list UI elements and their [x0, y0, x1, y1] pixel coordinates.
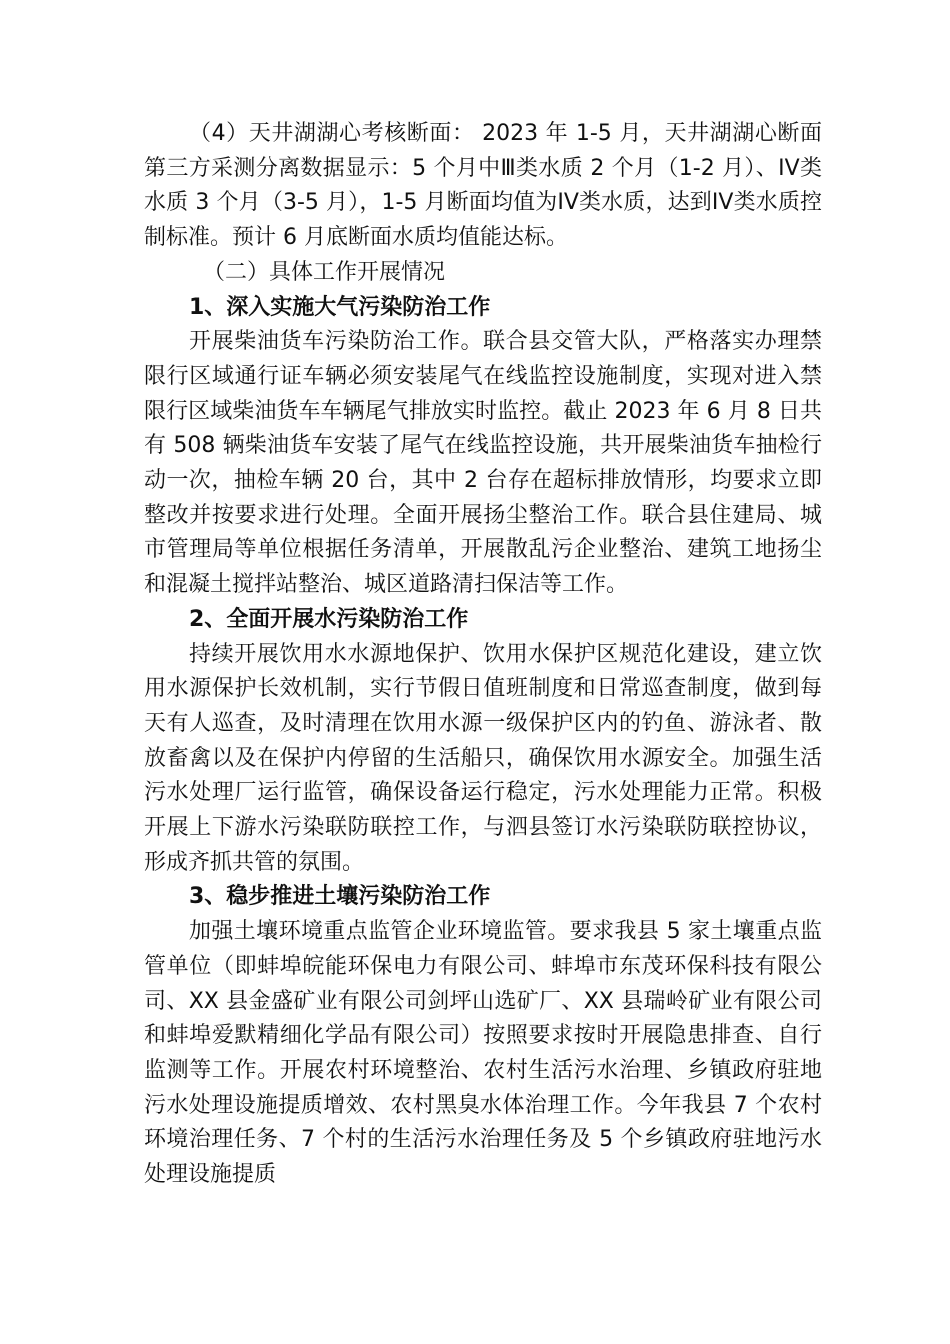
document-page [144, 117, 822, 1193]
heading-air-pollution: 1、深入实施大气污染防治工作 [189, 294, 491, 320]
paragraph-air-pollution: 开展柴油货车污染防治工作。联合县交管大队，严格落实办理禁限行区域通行证车辆必须安装尾气在线监控设施制度，实现对进入禁限行区域柴油货车车辆尾气排放实时监控。截止 2023 年 6 月 8 日共有 508 辆柴油货车安装了尾气在线监控设施，共开展柴油货车抽检行动一次，抽检车辆 20 台，其中 2 台存在超标排放情形，均要求立即整改并按要求进行处理。全面开展扬尘整治工作。联合县住建局、城市管理局等单位根据任务清单，开展散乱污企业整治、建筑工地扬尘和混凝土搅拌站整治、城区道路清扫保洁等工作。 [144, 329, 822, 598]
heading-soil-pollution: 3、稳步推进土壤污染防治工作 [189, 884, 491, 910]
paragraph-soil-pollution: 加强土壤环境重点监管企业环境监管。要求我县 5 家土壤重点监管单位（即蚌埠皖能环保电力有限公司、蚌埠市东茂环保科技有限公司、XX 县金盛矿业有限公司剑坪山选矿厂、XX 县瑞岭矿业有限公司和蚌埠爱默精细化学品有限公司）按照要求按时开展隐患排查、自行监测等工作。开展农村环境整治、农村生活污水治理、乡镇政府驻地污水处理设施提质增效、农村黑臭水体治理工作。今年我县 7 个农村环境治理任务、7 个村的生活污水治理任务及 5 个乡镇政府驻地污水处理设施提质 [144, 919, 822, 1188]
paragraph-water-pollution: 持续开展饮用水水源地保护、饮用水保护区规范化建设，建立饮用水源保护长效机制，实行节假日值班制度和日常巡查制度，做到每天有人巡查，及时清理在饮用水源一级保护区内的钓鱼、游泳者、散放畜禽以及在保护内停留的生活船只，确保饮用水源安全。加强生活污水处理厂运行监管，确保设备运行稳定，污水处理能力正常。积极开展上下游水污染联防联控工作，与泗县签订水污染联防联控协议，形成齐抓共管的氛围。 [144, 641, 822, 875]
heading-water-pollution: 2、全面开展水污染防治工作 [189, 606, 469, 632]
subsection-title: （二）具体工作开展情况 [203, 259, 446, 285]
paragraph-tianjinghu-section: （4）天井湖湖心考核断面： 2023 年 1-5 月，天井湖湖心断面第三方采测分离数据显示：5 个月中Ⅲ类水质 2 个月（1-2 月）、IV类水质 3 个月（3-5 月），1-5 月断面均值为IV类水质，达到IV类水质控制标准。预计 6 月底断面水质均值能达标。 [144, 121, 822, 251]
